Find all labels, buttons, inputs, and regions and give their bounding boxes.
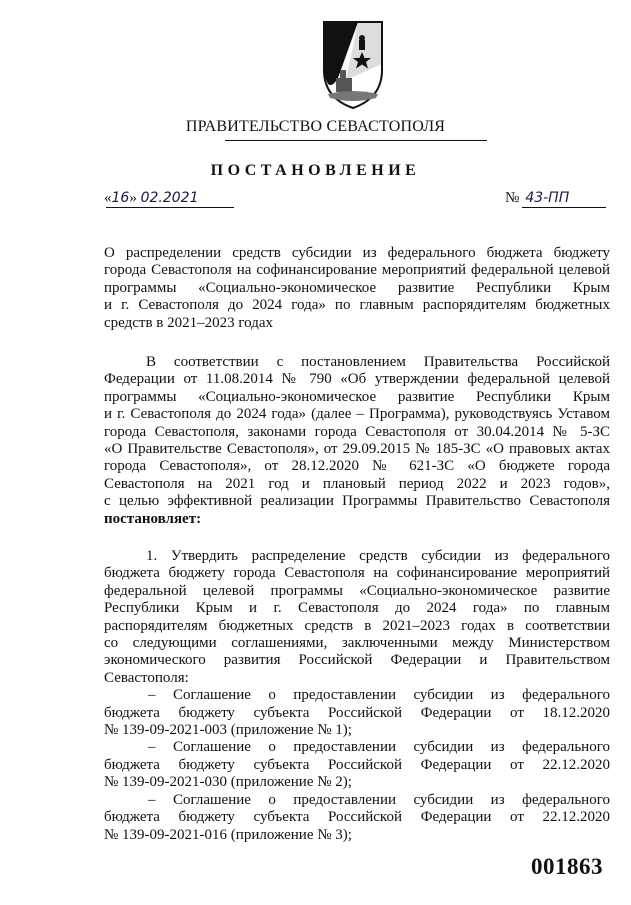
item-1-line: Республики Крым и г. Севастополя до 2024 года» по главным [104,600,610,617]
preamble-line: Севастополя на 2021 год и плановый период 2022 и 2023 годов», [104,475,610,492]
date-underline [106,207,234,208]
agreement-line: бюджета бюджету субъекта Российской Федерации от 18.12.2020 [104,704,610,721]
agreement-line: № 139-09-2021-016 (приложение № 3); [104,826,352,843]
date-close-quote: » [129,190,137,206]
item-1-line: экономического развития Российской Федерации и Правительством [104,652,610,669]
date-open-quote: « [104,190,112,206]
title-line: города Севастополя на софинансирование мероприятий федеральной целевой [104,262,610,279]
agreement-line: – Соглашение о предоставлении субсидии из федерального [148,687,610,704]
date-day: 16 [111,190,130,206]
title-line: О распределении средств субсидии из федерального бюджета бюджету [104,245,610,261]
agreement-line: – Соглашение о предоставлении субсидии из федерального [148,739,610,756]
document-type: ПОСТАНОВЛЕНИЕ [210,162,421,179]
agreement-line: № 139-09-2021-030 (приложение № 2); [104,774,352,791]
document-number [505,190,569,207]
preamble-line: и г. Севастополя до 2024 года» (далее – Программа), руководствуясь Уставом [104,406,610,423]
preamble-line: города Севастополя», от 28.12.2020 № 621-ЗС «О бюджете города [104,458,610,475]
item-1-line: Севастополя: [104,669,189,686]
number-prefix: № [505,190,520,206]
item-1-line: распорядителям бюджетных средств в 2021–2023 годах в соответствии [104,617,610,634]
item-1 [104,548,610,844]
organization-underline [225,140,487,141]
number-underline [522,207,606,208]
title-line: средств в 2021–2023 годах [104,314,274,331]
form-serial-number: 001863 [531,854,603,879]
item-1-line: со следующими соглашениями, заключенными между Министерством [104,635,610,652]
agreement-line: бюджета бюджету субъекта Российской Федерации от 22.12.2020 [104,756,610,773]
preamble-line: города Севастополя, законами города Севастополя от 30.04.2014 № 5-ЗС [104,423,610,440]
sevastopol-coat-of-arms-icon [318,18,388,112]
item-1-line: бюджета бюджету города Севастополя на софинансирование мероприятий [104,565,610,582]
item-1-line: 1. Утвердить распределение средств субсидии из федерального [146,548,610,564]
document-title [104,245,610,332]
agreement-line: – Соглашение о предоставлении субсидии из федерального [148,791,610,808]
title-line: и г. Севастополя до 2024 года» по главным распорядителям бюджетных [104,297,610,314]
resolves-keyword: постановляет: [104,510,202,527]
date-month-year: 02.2021 [140,190,199,206]
document-date [104,190,198,207]
preamble-line: В соответствии с постановлением Правительства Российской [146,354,610,370]
preamble-line: «О Правительстве Севастополя», от 29.09.2015 № 185-ЗС «О правовых актах [104,441,610,458]
preamble [104,354,610,528]
number-value: 43-ПП [525,190,570,206]
preamble-line: Федерации от 11.08.2014 № 790 «Об утверждении федеральной целевой [104,371,610,388]
organization-name: ПРАВИТЕЛЬСТВО СЕВАСТОПОЛЯ [185,118,446,135]
title-line: программы «Социально-экономическое развитие Республики Крым [104,279,610,296]
item-1-line: федеральной целевой программы «Социально-экономическое развитие [104,582,610,599]
agreement-line: бюджета бюджету субъекта Российской Федерации от 22.12.2020 [104,809,610,826]
agreement-line: № 139-09-2021-003 (приложение № 1); [104,722,352,739]
preamble-line: программы «Социально-экономическое развитие Республики Крым [104,388,610,405]
preamble-line: с целью эффективной реализации Программы Правительство Севастополя [104,493,610,510]
